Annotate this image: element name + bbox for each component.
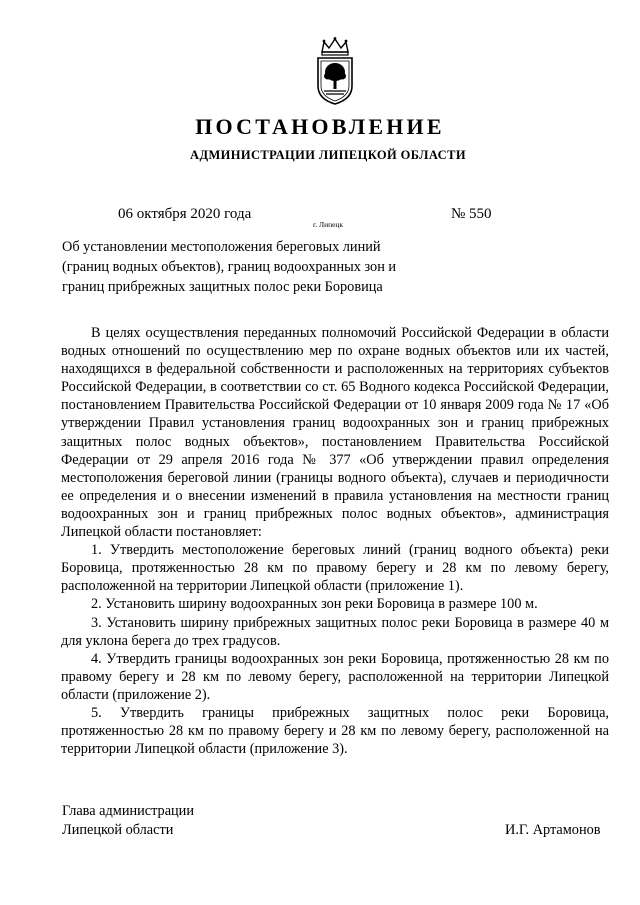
resolution-item: 4. Утвердить границы водоохранных зон реки Боровица, протяженностью 28 км по правому берегу и 28 км по левому берегу, расположенной на территории Липецкой области (приложение 2). <box>61 650 609 703</box>
document-city: г. Липецк <box>313 220 344 229</box>
resolution-item: 3. Установить ширину прибрежных защитных полос реки Боровица в размере 40 м для уклона берега до трех градусов. <box>61 614 609 649</box>
position-line: Глава администрации <box>62 803 194 819</box>
issuing-authority: АДМИНИСТРАЦИИ ЛИПЕЦКОЙ ОБЛАСТИ <box>190 148 466 162</box>
document-date: 06 октября 2020 года <box>118 206 252 222</box>
document-number: № 550 <box>451 206 492 222</box>
document-subject <box>62 238 442 297</box>
position-line: Липецкой области <box>62 822 174 838</box>
resolution-item: 1. Утвердить местоположение береговых линий (границ водного объекта) реки Боровица, протяженностью 28 км по правому берегу и 28 км по левому берегу, расположенной на территории Липецкой области (приложение 1). <box>61 542 609 595</box>
subject-line: (границ водных объектов), границ водоохранных зон и <box>62 258 397 275</box>
subject-line: Об установлении местоположения береговых линий <box>62 239 381 255</box>
resolution-item: 5. Утвердить границы прибрежных защитных полос реки Боровица, протяженностью 28 км по правому берегу и 28 км по левому берегу, расположенной на территории Липецкой области (приложение 3). <box>61 704 609 758</box>
signatory-name: И.Г. Артамонов <box>505 822 601 838</box>
resolution-item: 2. Установить ширину водоохранных зон реки Боровица в размере 100 м. <box>91 596 538 613</box>
document-title: ПОСТАНОВЛЕНИЕ <box>195 114 445 139</box>
signatory-position <box>62 802 194 840</box>
preamble-paragraph: В целях осуществления переданных полномочий Российской Федерации в области водных отношений по осуществлению мер по охране водных объектов или их частей, находящихся в федеральной собственности и расположенных на территориях субъектов Российской Федерации, в соответствии со ст. 65 Водного кодекса Российской Федерации, постановлением Правительства Российской Федерации от 10 января 2009 года № 17 «Об утверждении Правил установления границ водоохранных зон и границ прибрежных защитных полос водных объектов», постановлением Правительства Российской Федерации от 29 апреля 2016 года № 377 «Об утверждении правил определения местоположения береговой линии (границы водного объекта), случаев и периодичности ее определения и о внесении изменений в правила установления на местности границ водоохранных зон и границ прибрежных полос водных объектов», администрация Липецкой области постановляет: <box>61 325 609 541</box>
subject-line: границ прибрежных защитных полос реки Боровица <box>62 278 383 295</box>
document-body <box>61 324 609 758</box>
coat-of-arms-icon <box>314 36 356 106</box>
